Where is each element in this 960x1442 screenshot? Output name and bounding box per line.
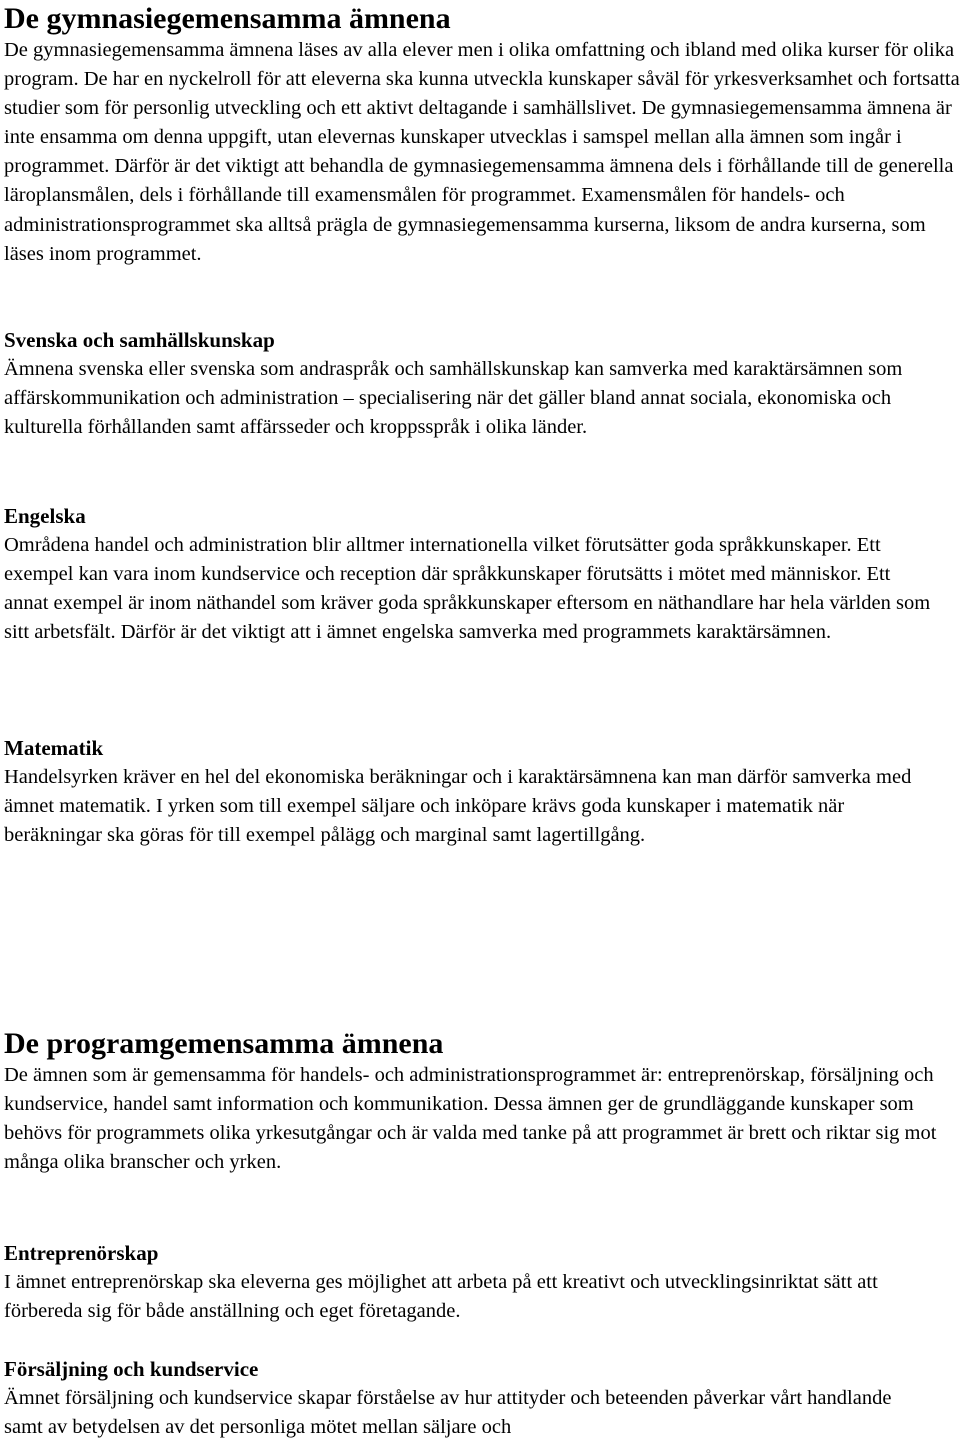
subsection-heading: Försäljning och kundservice xyxy=(4,1357,259,1381)
section-intro: De ämnen som är gemensamma för handels- och administrationsprogrammet är: entreprenörskap, försäljning och kundservice, handel samt information och kommunikation. Dessa ämnen ger de grundläggande kunskaper som behövs för programmets olika yrkesutgångar och är valda med tanke på att programmet är brett och riktar sig mot många olika branscher och yrken. xyxy=(4,1064,937,1174)
section-gymnasiegemensamma xyxy=(4,2,960,269)
section-intro: De gymnasiegemensamma ämnena läses av alla elever men i olika omfattning och ibland med olika kurser för olika program. De har en nyckelroll för att eleverna ska kunna utveckla kunskaper såväl för yrkesverksamhet och fortsatta studier som för personlig utveckling och ett aktivt deltagande i samhällslivet. De gymnasiegemensamma ämnena är inte ensamma om denna uppgift, utan elevernas kunskaper utvecklas i samspel mellan alla ämnen som ingår i programmet. Därför är det viktigt att behandla de gymnasiegemensamma ämnena dels i förhållande till de generella läroplansmålen, dels i förhållande till examensmålen för programmet. Examensmålen för handels- och administrationsprogrammet ska alltså prägla de gymnasiegemensamma kurserna, liksom de andra kurserna, som läses inom programmet. xyxy=(4,39,960,265)
subsection-svenska-samhallskunskap xyxy=(4,326,960,442)
subsection-text: Ämnet försäljning och kundservice skapar förståelse av hur attityder och beteenden påverkar vårt handlande samt av betydelsen av det personliga mötet mellan säljare och xyxy=(4,1387,892,1439)
subsection-heading: Engelska xyxy=(4,504,86,528)
subsection-forsaljning-kundservice xyxy=(4,1355,960,1442)
subsection-text: Handelsyrken kräver en hel del ekonomiska beräkningar och i karaktärsämnena kan man därför samverka med ämnet matematik. I yrken som till exempel säljare och inköpare krävs goda kunskaper i matematik när beräkningar ska göras för till exempel pålägg och marginal samt lagertillgång. xyxy=(4,766,912,847)
subsection-heading: Svenska och samhällskunskap xyxy=(4,328,275,352)
subsection-entreprenorskap xyxy=(4,1239,960,1326)
subsection-text: Ämnena svenska eller svenska som andraspråk och samhällskunskap kan samverka med karaktärsämnen som affärskommunikation och administration – specialisering när det gäller bland annat sociala, ekonomiska och kulturella förhållanden samt affärsseder och kroppsspråk i olika länder. xyxy=(4,358,903,439)
subsection-matematik xyxy=(4,734,960,850)
subsection-heading: Entreprenörskap xyxy=(4,1241,159,1265)
subsection-heading: Matematik xyxy=(4,736,104,760)
section-title: De programgemensamma ämnena xyxy=(4,1027,444,1060)
subsection-text: I ämnet entreprenörskap ska eleverna ges möjlighet att arbeta på ett kreativt och utvecklingsinriktat sätt att förbereda sig för både anställning och eget företagande. xyxy=(4,1271,878,1323)
section-programgemensamma xyxy=(4,1027,960,1177)
subsection-text: Områdena handel och administration blir alltmer internationella vilket förutsätter goda språkkunskaper. Ett exempel kan vara inom kundservice och reception där språkkunskaper förutsätts i mötet med människor. Ett annat exempel är inom näthandel som kräver goda språkkunskaper eftersom en näthandlare har hela världen som sitt arbetsfält. Därför är det viktigt att i ämnet engelska samverka med programmets karaktärsämnen. xyxy=(4,534,931,644)
subsection-engelska xyxy=(4,502,960,647)
section-title: De gymnasiegemensamma ämnena xyxy=(4,2,451,35)
